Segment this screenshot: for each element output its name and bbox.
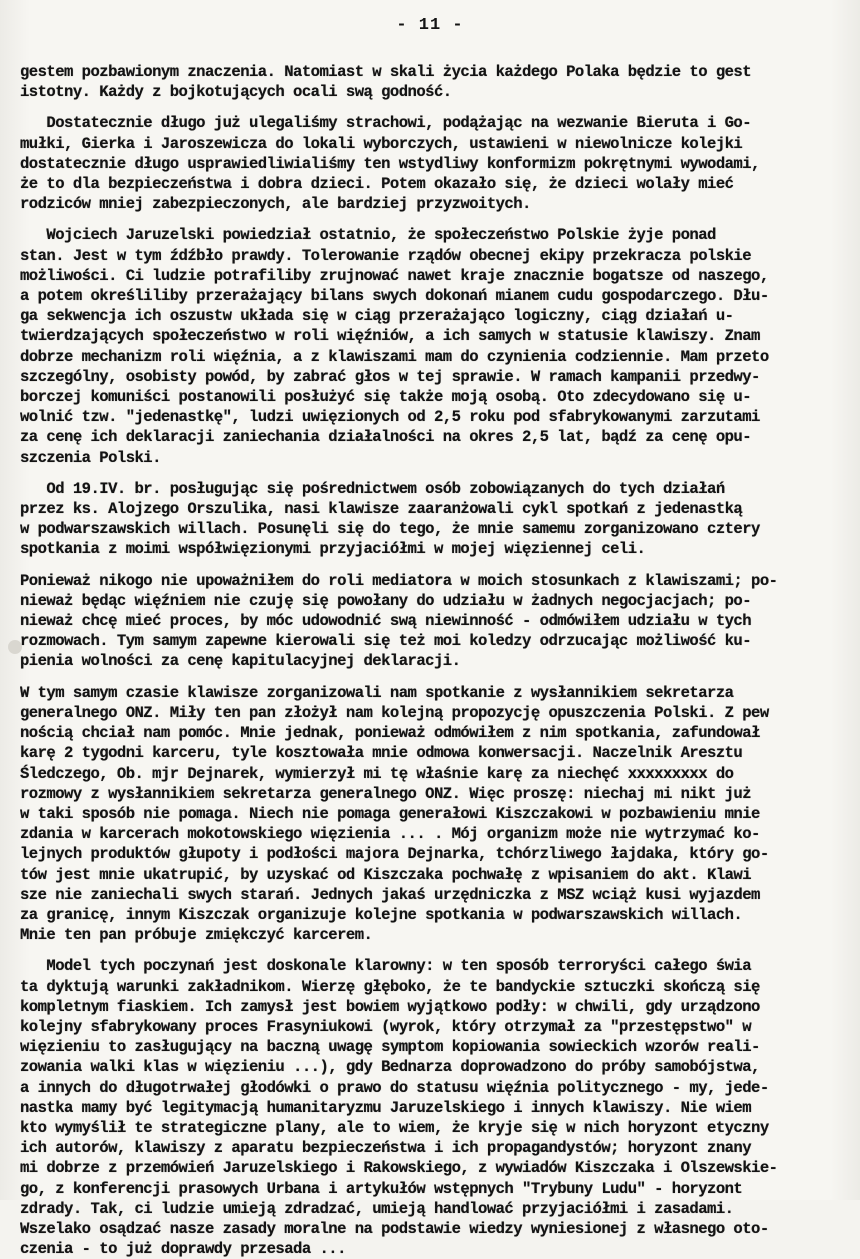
paragraph-gap bbox=[20, 945, 840, 956]
text-line: pienia wolności za cenę kapitulacyjnej deklaracji. bbox=[20, 652, 461, 671]
text-line: że to dla bezpieczeństwa i dobra dzieci. Potem okazało się, że dzieci wolały mieć bbox=[20, 175, 734, 194]
page-number: - 11 - bbox=[396, 16, 464, 35]
text-line: szczenia Polski. bbox=[20, 448, 161, 467]
text-line: lejnych produktów głupoty i podłości majora Dejnarka, tchórzliwego łajdaka, który go- bbox=[20, 845, 769, 864]
text-line: czenia - to już doprawdy przesada ... bbox=[20, 1240, 346, 1259]
text-line: ga sekwencja ich oszustw układa się w ciąg przerażająco logiczny, ciąg działań u- bbox=[20, 307, 734, 326]
text-line: sze nie zaniechali swych starań. Jednych jakaś urzędniczka z MSZ wciąż kusi wyjazdem bbox=[20, 885, 760, 904]
text-line: Wojciech Jaruzelski powiedział ostatnio, że społeczeństwo Polskie żyje ponad bbox=[20, 226, 716, 245]
paragraph bbox=[20, 62, 840, 102]
text-line: dostatecznie długo usprawiedliwialiśmy ten wstydliwy konformizm pokrętnymi wywodami, bbox=[20, 154, 760, 173]
text-line: nieważ chcę mieć proces, by móc udowodnić swą niewinność - odmówiłem udziału w tych bbox=[20, 612, 752, 631]
text-line: ta dyktują warunki zakładnikom. Wierzę głęboko, że te bandyckie sztuczki skończą się bbox=[20, 977, 760, 996]
text-line: zowania walki klas w więzieniu ...), gdy Bednarza doprowadzono do próby samobójstwa, bbox=[20, 1058, 760, 1077]
text-line: Od 19.IV. br. posługując się pośrednictwem osób zobowiązanych do tych działań bbox=[20, 479, 725, 498]
text-line: nością chciał nam pomóc. Mnie jednak, ponieważ odmówiłem z nim spotkania, zafundował bbox=[20, 724, 760, 743]
text-line: mi dobrze z przemówień Jaruzelskiego i Rakowskiego, z wywiadów Kiszczaka i Olszewskie- bbox=[20, 1159, 778, 1178]
text-line: karę 2 tygodni karceru, tyle kosztowała mnie odmowa konwersacji. Naczelnik Aresztu bbox=[20, 744, 743, 763]
paragraph-gap bbox=[20, 102, 840, 113]
text-line: rozmowy z wysłannikiem sekretarza generalnego ONZ. Więc proszę: niechaj mi nikt już bbox=[20, 784, 752, 803]
text-line: a innych do długotrwałej głodówki o prawo do statusu więźnia politycznego - my, jede- bbox=[20, 1078, 769, 1097]
text-line: Dostatecznie długo już ulegaliśmy strachowi, podążając na wezwanie Bieruta i Go- bbox=[20, 114, 752, 133]
text-line: istotny. Każdy z bojkotujących ocali swą godność. bbox=[20, 83, 452, 102]
text-line: go, z konferencji prasowych Urbana i artykułów wstępnych "Trybuny Ludu" - horyzont bbox=[20, 1179, 743, 1198]
text-line: nastka mamy być legitymacją humanitaryzmu Jaruzelskiego i innych klawiszy. Nie wiem bbox=[20, 1098, 752, 1117]
text-line: wolnić tzw. "jedenastkę", ludzi uwięzionych od 2,5 roku pod sfabrykowanymi zarzutami bbox=[20, 408, 760, 427]
text-line: Śledczego, Ob. mjr Dejnarek, wymierzył mi tę właśnie karę za niechęć xxxxxxxxx do bbox=[20, 764, 734, 783]
paragraph bbox=[20, 956, 840, 1259]
paragraph bbox=[20, 225, 840, 467]
text-line: rodziców mniej zabezpieczonych, ale bardziej przyzwoitych. bbox=[20, 195, 531, 214]
text-line: spotkania z moimi współwięzionymi przyjaciółmi w mojej więziennej celi. bbox=[20, 540, 646, 559]
text-line: kto wymyślił te strategiczne plany, ale to wiem, że kryje się w nich horyzont etyczny bbox=[20, 1118, 769, 1137]
paragraph-gap bbox=[20, 468, 840, 479]
text-line: kolejny sfabrykowany proces Frasyniukowi (wyrok, który otrzymał za "przestępstwo" w bbox=[20, 1017, 752, 1036]
text-line: więzieniu to zasługujący na baczną uwagę symptom kopiowania sowieckich wzorów reali- bbox=[20, 1038, 760, 1057]
text-line: a potem określiliby przerażający bilans swych dokonań mianem cudu gospodarczego. Dłu- bbox=[20, 287, 769, 306]
text-line: za granicę, innym Kiszczak organizuje kolejne spotkania w podwarszawskich willach. bbox=[20, 905, 743, 924]
text-line: twierdzających społeczeństwo w roli więźniów, a ich samych w statusie klawiszy. Znam bbox=[20, 327, 760, 346]
text-line: Wszelako osądzać nasze zasady moralne na podstawie wiedzy wyniesionej z własnego oto- bbox=[20, 1219, 769, 1238]
paragraph bbox=[20, 113, 840, 214]
text-line: zdania w karcerach mokotowskiego więzienia ... . Mój organizm może nie wytrzymać ko- bbox=[20, 825, 760, 844]
text-line: możliwości. Ci ludzie potrafiliby zrujnować nawet kraje znacznie bogatsze od naszego, bbox=[20, 266, 769, 285]
text-line: w podwarszawskich willach. Posunęli się do tego, że mnie samemu zorganizowano cztery bbox=[20, 520, 760, 539]
text-line: stan. Jest w tym źdźbło prawdy. Tolerowanie rządów obecnej ekipy przekracza polskie bbox=[20, 246, 752, 265]
text-line: rozmowach. Tym samym zapewne kierowali się też moi koledzy odrzucając możliwość ku- bbox=[20, 632, 752, 651]
text-line: mułki, Gierka i Jaroszewicza do lokali wyborczych, ustawieni w niewolnicze kolejki bbox=[20, 134, 743, 153]
text-line: za cenę ich deklaracji zaniechania działalności na okres 2,5 lat, bądź za cenę opu- bbox=[20, 428, 752, 447]
text-line: generalnego ONZ. Miły ten pan złożył nam kolejną propozycję opuszczenia Polski. Z pew bbox=[20, 703, 769, 722]
text-line: gestem pozbawionym znaczenia. Natomiast w skali życia każdego Polaka będzie to gest bbox=[20, 63, 752, 81]
text-line: kompletnym fiaskiem. Ich zamysł jest bowiem wyjątkowo podły: w chwili, gdy urządzono bbox=[20, 997, 760, 1016]
text-line: Model tych poczynań jest doskonale klarowny: w ten sposób terroryści całego świa bbox=[20, 957, 752, 976]
text-line: nieważ będąc więźniem nie czuję się powołany do udziału w żadnych negocjacjach; po- bbox=[20, 591, 752, 610]
text-line: borczej komuniści postanowili posłużyć się także moją osobą. Oto zdecydowano się u- bbox=[20, 388, 752, 407]
paragraph bbox=[20, 479, 840, 560]
paragraph bbox=[20, 571, 840, 672]
text-line: zdrady. Tak, ci ludzie umieją zdradzać, umieją handlować przyjaciółmi i zasadami. bbox=[20, 1199, 734, 1218]
text-line: ich autorów, klawiszy z aparatu bezpieczeństwa i ich propagandystów; horyzont znany bbox=[20, 1139, 752, 1158]
text-line: w taki sposób nie pomaga. Niech nie pomaga generałowi Kiszczakowi w pozbawieniu mnie bbox=[20, 804, 760, 823]
document-body bbox=[20, 62, 840, 1259]
text-line: W tym samym czasie klawisze zorganizowali nam spotkanie z wysłannikiem sekretarza bbox=[20, 683, 734, 702]
text-line: dobrze mechanizm roli więźnia, a z klawiszami mam do czynienia codziennie. Mam przeto bbox=[20, 347, 769, 366]
text-line: tów jest mnie ukatrupić, by uzyskać od Kiszczaka pochwałę z wpisaniem do akt. Klawi bbox=[20, 865, 752, 884]
paragraph-gap bbox=[20, 672, 840, 683]
text-line: Ponieważ nikogo nie upoważniłem do roli mediatora w moich stosunkach z klawiszami; po- bbox=[20, 571, 778, 590]
text-line: przez ks. Alojzego Orszulika, nasi klawisze zaaranżowali cykl spotkań z jedenastką bbox=[20, 500, 743, 519]
paragraph-gap bbox=[20, 560, 840, 571]
paragraph-gap bbox=[20, 214, 840, 225]
paragraph bbox=[20, 683, 840, 946]
text-line: Mnie ten pan próbuje zmiękczyć karcerem. bbox=[20, 926, 373, 945]
text-line: szczególny, osobisty powód, by zabrać głos w tej sprawie. W ramach kampanii przedwy- bbox=[20, 367, 760, 386]
